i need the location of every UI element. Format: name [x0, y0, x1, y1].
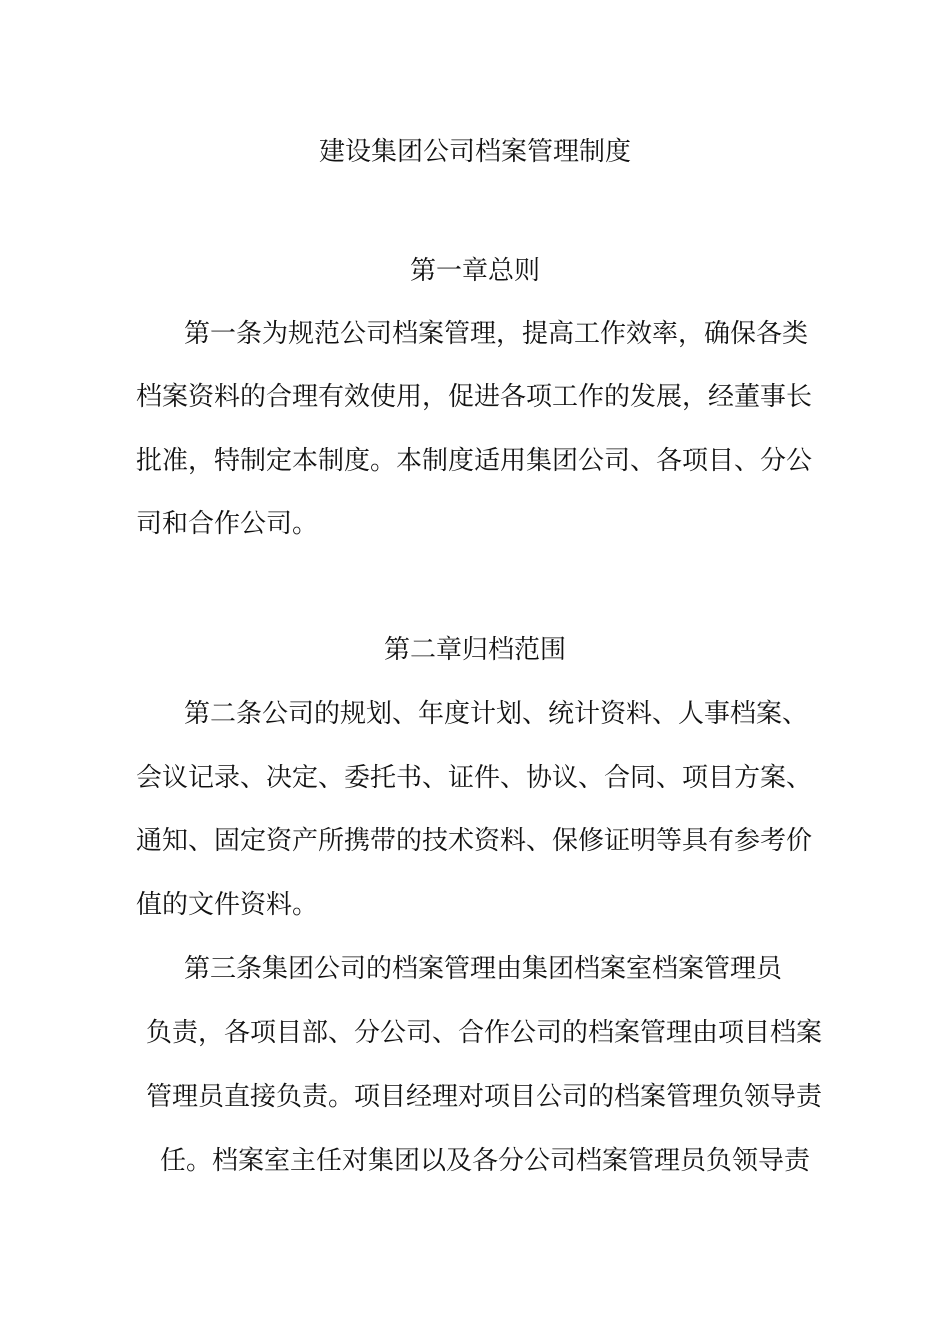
chapter-2-heading: 第二章归档范围: [383, 635, 566, 665]
paragraph-line: 通知、固定资产所携带的技术资料、保修证明等具有参考价: [136, 826, 813, 856]
paragraph-line: 档案资料的合理有效使用，促进各项工作的发展，经董事长: [136, 382, 813, 412]
paragraph-line: 第二条公司的规划、年度计划、统计资料、人事档案、: [184, 699, 809, 729]
paragraph-line: 任。档案室主任对集团以及各分公司档案管理员负领导责: [160, 1146, 811, 1176]
chapter-1-heading: 第一章总则: [409, 256, 540, 286]
paragraph-line: 会议记录、决定、委托书、证件、协议、合同、项目方案、: [136, 763, 813, 793]
paragraph-line: 司和合作公司。: [136, 509, 319, 539]
paragraph-line: 批准，特制定本制度。本制度适用集团公司、各项目、分公: [136, 446, 813, 476]
paragraph-line: 第一条为规范公司档案管理，提高工作效率，确保各类: [184, 319, 809, 349]
paragraph-line: 第三条集团公司的档案管理由集团档案室档案管理员: [184, 954, 783, 984]
paragraph-line: 管理员直接负责。项目经理对项目公司的档案管理负领导责: [146, 1082, 823, 1112]
paragraph-line: 值的文件资料。: [136, 890, 319, 920]
paragraph-line: 负责，各项目部、分公司、合作公司的档案管理由项目档案: [146, 1018, 823, 1048]
document-title: 建设集团公司档案管理制度: [318, 137, 631, 167]
